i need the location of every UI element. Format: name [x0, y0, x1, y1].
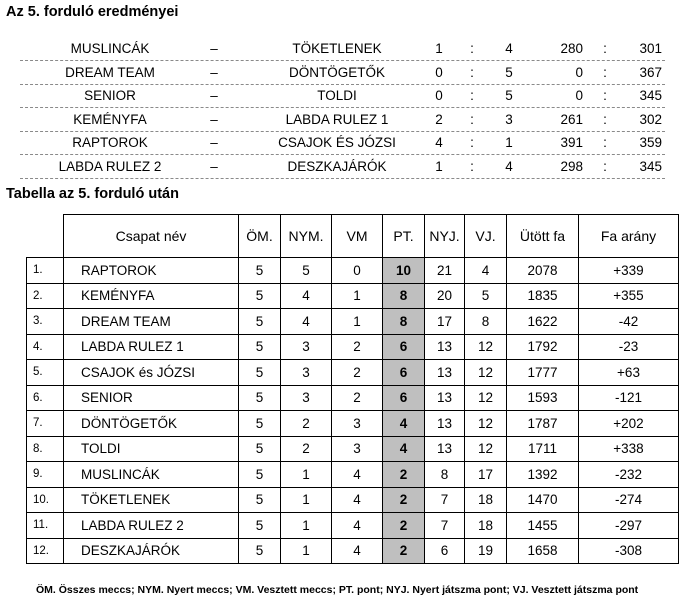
vm-cell: 4: [332, 462, 383, 488]
result-points-colon: :: [603, 111, 607, 127]
pt-cell: 6: [383, 334, 425, 360]
vj-cell: 12: [465, 385, 507, 411]
rank-cell: 11.: [27, 513, 64, 539]
pt-cell: 10: [383, 258, 425, 284]
result-home-points: 280: [560, 41, 583, 56]
team-cell: MUSLINCÁK: [64, 462, 239, 488]
result-row: [20, 37, 665, 61]
vm-cell: 4: [332, 513, 383, 539]
team-cell: TOLDI: [64, 436, 239, 462]
nym-cell: 1: [281, 538, 332, 564]
nym-cell: 4: [281, 309, 332, 335]
fa-arany-cell: -121: [579, 385, 679, 411]
results-title: Az 5. forduló eredményei: [6, 4, 179, 20]
standings-row: [27, 334, 679, 360]
fa-arany-cell: -42: [579, 309, 679, 335]
rank-header: [27, 215, 64, 258]
result-away-sets: 5: [505, 64, 513, 80]
vj-cell: 17: [465, 462, 507, 488]
vm-cell: 0: [332, 258, 383, 284]
rank-cell: 5.: [27, 360, 64, 386]
vm-cell: 2: [332, 385, 383, 411]
vj-cell: 19: [465, 538, 507, 564]
nym-cell: 1: [281, 513, 332, 539]
result-dash: –: [210, 41, 218, 56]
result-home-sets: 0: [435, 88, 443, 103]
nym-cell: 1: [281, 487, 332, 513]
standings-row: [27, 436, 679, 462]
fa-arany-cell: -274: [579, 487, 679, 513]
vj-cell: 12: [465, 360, 507, 386]
pt-cell: 2: [383, 513, 425, 539]
nym-cell: 5: [281, 258, 332, 284]
rank-cell: 4.: [27, 334, 64, 360]
standings-row: [27, 411, 679, 437]
team-cell: DESZKAJÁRÓK: [64, 538, 239, 564]
team-cell: SENIOR: [64, 385, 239, 411]
fa-arany-cell: +339: [579, 258, 679, 284]
fa-arany-cell: -308: [579, 538, 679, 564]
team-cell: LABDA RULEZ 2: [64, 513, 239, 539]
nyj-cell: 20: [425, 283, 465, 309]
utott-fa-cell: 1593: [507, 385, 579, 411]
result-home-sets: 1: [435, 158, 443, 174]
nym-cell: 1: [281, 462, 332, 488]
team-cell: KEMÉNYFA: [64, 283, 239, 309]
result-home-sets: 0: [435, 64, 443, 80]
utott-fa-cell: 1658: [507, 538, 579, 564]
result-home-points: 391: [560, 135, 583, 150]
nym-cell: 2: [281, 411, 332, 437]
result-dash: –: [210, 64, 218, 80]
om-cell: 5: [239, 487, 281, 513]
vj-cell: 18: [465, 513, 507, 539]
standings-row: [27, 385, 679, 411]
rank-cell: 10.: [27, 487, 64, 513]
result-dash: –: [210, 88, 218, 103]
nyj-cell: 7: [425, 487, 465, 513]
header-nyj: NYJ.: [425, 215, 465, 258]
utott-fa-cell: 1392: [507, 462, 579, 488]
rank-cell: 1.: [27, 258, 64, 284]
vj-cell: 12: [465, 436, 507, 462]
result-points-colon: :: [603, 41, 607, 56]
result-sets-colon: :: [470, 64, 474, 80]
result-dash: –: [210, 111, 218, 127]
result-away-points: 359: [639, 135, 662, 150]
vm-cell: 2: [332, 334, 383, 360]
standings-title: Tabella az 5. forduló után: [6, 186, 179, 202]
nym-cell: 4: [281, 283, 332, 309]
pt-cell: 8: [383, 309, 425, 335]
nyj-cell: 13: [425, 436, 465, 462]
fa-arany-cell: +63: [579, 360, 679, 386]
team-cell: DÖNTÖGETŐK: [64, 411, 239, 437]
header-fa-arany: Fa arány: [579, 215, 679, 258]
pt-cell: 8: [383, 283, 425, 309]
standings-row: [27, 462, 679, 488]
vm-cell: 1: [332, 283, 383, 309]
fa-arany-cell: -297: [579, 513, 679, 539]
vj-cell: 12: [465, 411, 507, 437]
nyj-cell: 6: [425, 538, 465, 564]
rank-cell: 12.: [27, 538, 64, 564]
utott-fa-cell: 1470: [507, 487, 579, 513]
utott-fa-cell: 1787: [507, 411, 579, 437]
rank-cell: 3.: [27, 309, 64, 335]
standings-row: [27, 360, 679, 386]
result-home-sets: 2: [435, 111, 443, 127]
nyj-cell: 13: [425, 334, 465, 360]
standings-row: [27, 258, 679, 284]
utott-fa-cell: 1455: [507, 513, 579, 539]
pt-cell: 2: [383, 487, 425, 513]
pt-cell: 2: [383, 462, 425, 488]
result-sets-colon: :: [470, 135, 474, 150]
om-cell: 5: [239, 258, 281, 284]
result-points-colon: :: [603, 158, 607, 174]
result-sets-colon: :: [470, 41, 474, 56]
result-row: [20, 155, 665, 179]
team-cell: TÖKETLENEK: [64, 487, 239, 513]
header-vj: VJ.: [465, 215, 507, 258]
nyj-cell: 13: [425, 385, 465, 411]
fa-arany-cell: +355: [579, 283, 679, 309]
result-row: [20, 108, 665, 132]
vm-cell: 1: [332, 309, 383, 335]
om-cell: 5: [239, 436, 281, 462]
om-cell: 5: [239, 411, 281, 437]
vm-cell: 4: [332, 487, 383, 513]
result-home-points: 0: [575, 64, 583, 80]
header-team: Csapat név: [64, 215, 239, 258]
standings-table: [26, 214, 679, 564]
rank-cell: 8.: [27, 436, 64, 462]
utott-fa-cell: 1622: [507, 309, 579, 335]
nyj-cell: 21: [425, 258, 465, 284]
fa-arany-cell: +338: [579, 436, 679, 462]
result-away-team: CSAJOK ÉS JÓZSI: [278, 135, 396, 150]
fa-arany-cell: +202: [579, 411, 679, 437]
om-cell: 5: [239, 513, 281, 539]
om-cell: 5: [239, 309, 281, 335]
vm-cell: 3: [332, 436, 383, 462]
vj-cell: 4: [465, 258, 507, 284]
vj-cell: 8: [465, 309, 507, 335]
nyj-cell: 13: [425, 411, 465, 437]
nyj-cell: 13: [425, 360, 465, 386]
vj-cell: 18: [465, 487, 507, 513]
nyj-cell: 8: [425, 462, 465, 488]
vj-cell: 12: [465, 334, 507, 360]
vm-cell: 2: [332, 360, 383, 386]
team-cell: LABDA RULEZ 1: [64, 334, 239, 360]
nym-cell: 3: [281, 360, 332, 386]
result-points-colon: :: [603, 135, 607, 150]
team-cell: DREAM TEAM: [64, 309, 239, 335]
utott-fa-cell: 1711: [507, 436, 579, 462]
result-away-team: TÖKETLENEK: [292, 41, 382, 56]
result-away-points: 345: [639, 158, 662, 174]
rank-cell: 9.: [27, 462, 64, 488]
header-om: ÖM.: [239, 215, 281, 258]
nym-cell: 3: [281, 385, 332, 411]
result-home-points: 298: [560, 158, 583, 174]
result-away-sets: 4: [505, 41, 513, 56]
result-away-sets: 3: [505, 111, 513, 127]
header-pt: PT.: [383, 215, 425, 258]
utott-fa-cell: 1835: [507, 283, 579, 309]
result-away-points: 301: [639, 41, 662, 56]
result-sets-colon: :: [470, 158, 474, 174]
standings-row: [27, 283, 679, 309]
result-home-points: 261: [560, 111, 583, 127]
result-row: [20, 61, 665, 85]
result-row: [20, 84, 665, 108]
nym-cell: 2: [281, 436, 332, 462]
nym-cell: 3: [281, 334, 332, 360]
legend-text: ÖM. Összes meccs; NYM. Nyert meccs; VM. Vesztett meccs; PT. pont; NYJ. Nyert játszma pont; VJ. Vesztett játszma pont: [36, 584, 639, 596]
fa-arany-cell: -232: [579, 462, 679, 488]
standings-row: [27, 309, 679, 335]
header-vm: VM: [332, 215, 383, 258]
standings-row: [27, 538, 679, 564]
rank-cell: 6.: [27, 385, 64, 411]
vj-cell: 5: [465, 283, 507, 309]
team-cell: RAPTOROK: [64, 258, 239, 284]
fa-arany-cell: -23: [579, 334, 679, 360]
om-cell: 5: [239, 462, 281, 488]
pt-cell: 6: [383, 360, 425, 386]
rank-cell: 2.: [27, 283, 64, 309]
result-away-sets: 5: [505, 88, 513, 103]
result-home-team: DREAM TEAM: [65, 64, 155, 80]
result-home-team: SENIOR: [84, 88, 136, 103]
result-sets-colon: :: [470, 88, 474, 103]
result-dash: –: [210, 135, 218, 150]
result-home-team: MUSLINCÁK: [70, 41, 150, 56]
result-points-colon: :: [603, 88, 607, 103]
result-away-team: DÖNTÖGETŐK: [288, 64, 385, 80]
om-cell: 5: [239, 283, 281, 309]
om-cell: 5: [239, 385, 281, 411]
result-away-sets: 4: [505, 158, 513, 174]
om-cell: 5: [239, 538, 281, 564]
rank-cell: 7.: [27, 411, 64, 437]
result-home-team: RAPTOROK: [72, 135, 148, 150]
result-away-points: 367: [639, 64, 662, 80]
utott-fa-cell: 1792: [507, 334, 579, 360]
result-away-points: 345: [639, 88, 662, 103]
standings-header-row: [27, 215, 679, 258]
pt-cell: 2: [383, 538, 425, 564]
team-cell: CSAJOK és JÓZSI: [64, 360, 239, 386]
header-utott-fa: Ütött fa: [507, 215, 579, 258]
result-away-team: LABDA RULEZ 1: [285, 111, 389, 127]
vm-cell: 3: [332, 411, 383, 437]
result-home-team: LABDA RULEZ 2: [58, 158, 162, 174]
nyj-cell: 17: [425, 309, 465, 335]
result-away-team: DESZKAJÁRÓK: [287, 158, 387, 174]
pt-cell: 6: [383, 385, 425, 411]
om-cell: 5: [239, 360, 281, 386]
om-cell: 5: [239, 334, 281, 360]
result-row: [20, 131, 665, 155]
utott-fa-cell: 2078: [507, 258, 579, 284]
vm-cell: 4: [332, 538, 383, 564]
result-home-team: KEMÉNYFA: [73, 111, 147, 127]
utott-fa-cell: 1777: [507, 360, 579, 386]
result-points-colon: :: [603, 64, 607, 80]
pt-cell: 4: [383, 436, 425, 462]
nyj-cell: 7: [425, 513, 465, 539]
result-away-team: TOLDI: [317, 88, 357, 103]
result-away-points: 302: [639, 111, 662, 127]
standings-row: [27, 487, 679, 513]
result-home-points: 0: [575, 88, 583, 103]
result-sets-colon: :: [470, 111, 474, 127]
result-home-sets: 1: [435, 41, 443, 56]
pt-cell: 4: [383, 411, 425, 437]
result-home-sets: 4: [435, 135, 443, 150]
result-away-sets: 1: [505, 135, 513, 150]
standings-row: [27, 513, 679, 539]
header-nym: NYM.: [281, 215, 332, 258]
result-dash: –: [210, 158, 218, 174]
